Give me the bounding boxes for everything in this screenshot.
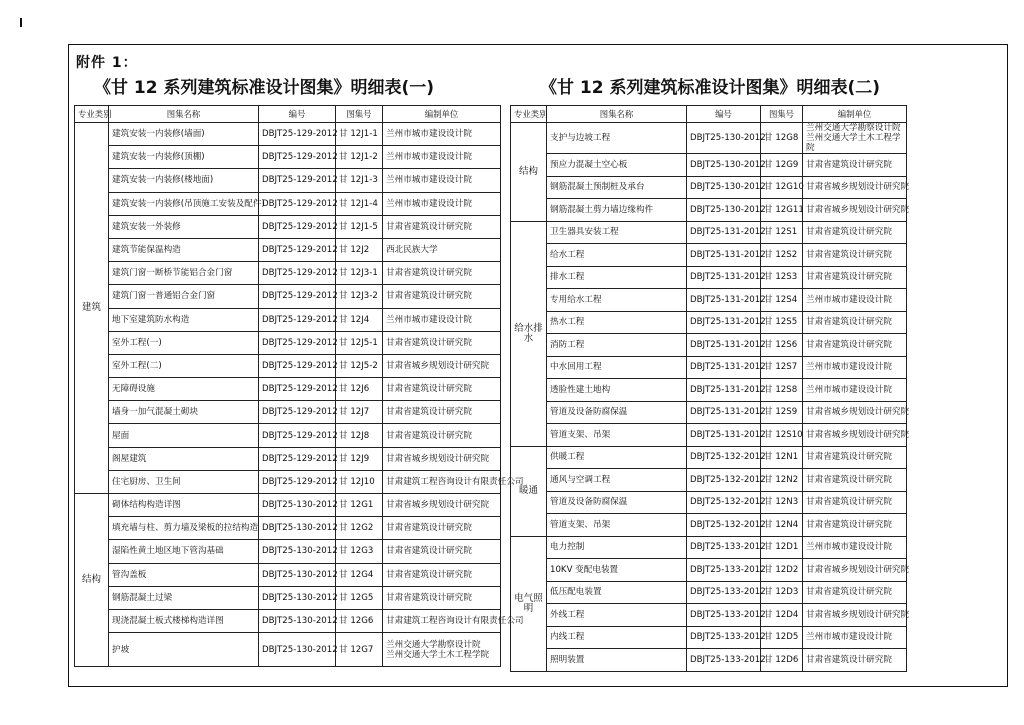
atlas-code-cell: 甘 12J5-1 [336,331,383,354]
number-cell: DBJT25-129-2012 [259,262,336,285]
header-compiler: 编制单位 [803,106,907,123]
atlas-code-cell: 甘 12D5 [761,626,803,649]
atlas-name-cell: 预应力混凝土空心板 [547,154,687,177]
number-cell: DBJT25-130-2012 [687,199,761,222]
header-category: 专业类别 [511,106,547,123]
atlas-code-cell: 甘 12J3-1 [336,262,383,285]
table-row [511,266,907,289]
number-cell: DBJT25-131-2012 [687,379,761,402]
scan-mark [20,18,22,27]
atlas-name-cell: 低压配电装置 [547,581,687,604]
atlas-name-cell: 现浇混凝土板式楼梯构造详图 [109,609,259,632]
category-cell: 建筑 [75,123,109,494]
table-row [75,470,501,493]
table-row [511,424,907,447]
number-cell: DBJT25-129-2012 [259,146,336,169]
atlas-name-cell: 无障碍设施 [109,378,259,401]
atlas-code-cell: 甘 12G3 [336,540,383,563]
atlas-name-cell: 管道支架、吊架 [547,424,687,447]
number-cell: DBJT25-129-2012 [259,424,336,447]
number-cell: DBJT25-129-2012 [259,285,336,308]
table-row [511,626,907,649]
compiler-cell: 甘肃省城乡规划设计研究院 [803,424,907,447]
table-row [511,469,907,492]
table-row [511,356,907,379]
atlas-code-cell: 甘 12G4 [336,563,383,586]
table-row [75,146,501,169]
header-atlas-name: 图集名称 [109,106,259,123]
table-row [75,517,501,540]
compiler-cell: 甘肃省城乡规划设计研究院 [803,559,907,582]
number-cell: DBJT25-132-2012 [687,491,761,514]
atlas-name-cell: 热水工程 [547,311,687,334]
atlas-code-cell: 甘 12N4 [761,514,803,537]
compiler-cell: 甘肃省城乡规划设计研究院 [803,604,907,627]
atlas-code-cell: 甘 12S9 [761,401,803,424]
atlas-code-cell: 甘 12S2 [761,244,803,267]
table-row [511,379,907,402]
table-row [511,311,907,334]
atlas-name-cell: 建筑安装一内装修(楼地面) [109,169,259,192]
compiler-cell: 甘肃省城乡规划设计研究院 [803,176,907,199]
compiler-line: 兰州交通大学勘察设计院 [386,639,481,650]
compiler-cell: 甘肃省建筑设计研究院 [383,586,501,609]
table-row [75,215,501,238]
number-cell: DBJT25-129-2012 [259,123,336,146]
compiler-cell: 甘肃省建筑设计研究院 [383,563,501,586]
number-cell: DBJT25-133-2012 [687,559,761,582]
number-cell: DBJT25-129-2012 [259,215,336,238]
number-cell: DBJT25-131-2012 [687,356,761,379]
header-category: 专业类别 [75,106,109,123]
number-cell: DBJT25-130-2012 [687,176,761,199]
number-cell: DBJT25-131-2012 [687,266,761,289]
table-row [511,401,907,424]
compiler-cell: 甘肃建筑工程咨询设计有限责任公司 [383,470,501,493]
atlas-name-cell: 电力控制 [547,536,687,559]
atlas-code-cell: 甘 12N1 [761,446,803,469]
compiler-cell: 甘肃省建筑设计研究院 [803,581,907,604]
atlas-name-cell: 建筑安装一内装修(顶棚) [109,146,259,169]
compiler-cell: 兰州市城市建设设计院 [383,169,501,192]
atlas-code-cell: 甘 12D1 [761,536,803,559]
category-cell: 给水排水 [511,221,547,446]
compiler-cell: 甘肃省建筑设计研究院 [803,244,907,267]
atlas-code-cell: 甘 12S5 [761,311,803,334]
atlas-code-cell: 甘 12D3 [761,581,803,604]
table-row [75,609,501,632]
compiler-cell: 兰州市城市建设设计院 [383,146,501,169]
atlas-name-cell: 阁屋建筑 [109,447,259,470]
atlas-name-cell: 砌体结构构造详图 [109,494,259,517]
table-row [511,123,907,154]
table-row [511,514,907,537]
compiler-cell: 甘肃省建筑设计研究院 [383,401,501,424]
table-row [511,199,907,222]
number-cell: DBJT25-133-2012 [687,626,761,649]
atlas-name-cell: 屋面 [109,424,259,447]
number-cell: DBJT25-129-2012 [259,238,336,261]
compiler-cell: 甘肃省建筑设计研究院 [383,378,501,401]
atlas-code-cell: 甘 12S10 [761,424,803,447]
compiler-cell: 甘肃省建筑设计研究院 [383,262,501,285]
number-cell: DBJT25-133-2012 [687,649,761,672]
atlas-name-cell: 通风与空调工程 [547,469,687,492]
table-row [75,308,501,331]
compiler-cell: 甘肃省建筑设计研究院 [803,221,907,244]
table-row [75,262,501,285]
compiler-cell: 甘肃省建筑设计研究院 [803,311,907,334]
atlas-name-cell: 供暖工程 [547,446,687,469]
atlas-code-cell: 甘 12J7 [336,401,383,424]
table-row [511,176,907,199]
atlas-name-cell: 建筑安装一内装修(吊顶施工安装及配件) [109,192,259,215]
table-row [511,154,907,177]
table-row [511,446,907,469]
table-row [75,563,501,586]
header-compiler: 编制单位 [383,106,501,123]
table-header-row [511,106,907,123]
number-cell: DBJT25-130-2012 [259,494,336,517]
category-cell: 暖通 [511,446,547,536]
compiler-cell [803,123,907,154]
table-row [75,354,501,377]
table-row [511,244,907,267]
table-row [511,221,907,244]
number-cell: DBJT25-131-2012 [687,244,761,267]
atlas-name-cell: 10KV 变配电装置 [547,559,687,582]
compiler-cell: 甘肃省建筑设计研究院 [803,154,907,177]
attachment-label: 附件 1： [76,55,138,71]
compiler-cell: 兰州市城市建设设计院 [803,626,907,649]
number-cell: DBJT25-132-2012 [687,514,761,537]
left-table-title: 《甘 12 系列建筑标准设计图集》明细表(一) [94,78,435,98]
atlas-code-cell: 甘 12N2 [761,469,803,492]
compiler-cell: 甘肃省建筑设计研究院 [383,517,501,540]
compiler-cell: 甘肃省建筑设计研究院 [383,540,501,563]
header-atlas-code: 图集号 [761,106,803,123]
atlas-code-cell: 甘 12G6 [336,609,383,632]
table-row [75,238,501,261]
number-cell: DBJT25-131-2012 [687,334,761,357]
compiler-cell: 甘肃省城乡规划设计研究院 [803,401,907,424]
number-cell: DBJT25-131-2012 [687,289,761,312]
compiler-line: 兰州交通大学勘察设计院 [806,123,901,133]
table-row [75,169,501,192]
atlas-name-cell: 卫生器具安装工程 [547,221,687,244]
atlas-code-cell: 甘 12J1-3 [336,169,383,192]
header-number: 编号 [259,106,336,123]
compiler-cell: 兰州市城市建设设计院 [383,123,501,146]
atlas-name-cell: 支护与边坡工程 [547,123,687,154]
category-cell: 结构 [75,494,109,667]
number-cell: DBJT25-131-2012 [687,424,761,447]
atlas-code-cell: 甘 12G8 [761,123,803,154]
atlas-code-cell: 甘 12J6 [336,378,383,401]
table-row [511,334,907,357]
number-cell: DBJT25-130-2012 [259,517,336,540]
table-row [75,540,501,563]
compiler-cell: 甘肃省建筑设计研究院 [803,469,907,492]
atlas-name-cell: 管道支架、吊架 [547,514,687,537]
atlas-code-cell: 甘 12D2 [761,559,803,582]
atlas-code-cell: 甘 12G9 [761,154,803,177]
atlas-name-cell: 消防工程 [547,334,687,357]
number-cell: DBJT25-129-2012 [259,378,336,401]
atlas-name-cell: 照明装置 [547,649,687,672]
atlas-code-cell: 甘 12J10 [336,470,383,493]
number-cell: DBJT25-129-2012 [259,354,336,377]
atlas-name-cell: 透脸性建土地构 [547,379,687,402]
compiler-cell: 甘肃省城乡规划设计研究院 [803,199,907,222]
number-cell: DBJT25-131-2012 [687,221,761,244]
table-row [75,401,501,424]
atlas-name-cell: 住宅厨房、卫生间 [109,470,259,493]
compiler-cell: 甘肃建筑工程咨询设计有限责任公司 [383,609,501,632]
table-row [75,285,501,308]
atlas-code-cell: 甘 12G2 [336,517,383,540]
number-cell: DBJT25-130-2012 [259,586,336,609]
atlas-code-cell: 甘 12J1-2 [336,146,383,169]
atlas-name-cell: 建筑节能保温构造 [109,238,259,261]
atlas-code-cell: 甘 12J8 [336,424,383,447]
number-cell: DBJT25-131-2012 [687,311,761,334]
number-cell: DBJT25-132-2012 [687,446,761,469]
table-row [75,586,501,609]
table-row [511,536,907,559]
atlas-name-cell: 管沟盖板 [109,563,259,586]
number-cell: DBJT25-130-2012 [687,123,761,154]
compiler-cell: 兰州市城市建设设计院 [803,536,907,559]
table-row [511,604,907,627]
atlas-code-cell: 甘 12D4 [761,604,803,627]
number-cell: DBJT25-129-2012 [259,447,336,470]
number-cell: DBJT25-133-2012 [687,536,761,559]
atlas-code-cell: 甘 12J2 [336,238,383,261]
number-cell: DBJT25-131-2012 [687,401,761,424]
table-row [75,192,501,215]
atlas-name-cell: 填充墙与柱、剪力墙及梁板的拉结构造 [109,517,259,540]
header-atlas-code: 图集号 [336,106,383,123]
table-row [511,559,907,582]
compiler-cell: 兰州市城市建设设计院 [803,289,907,312]
compiler-cell: 西北民族大学 [383,238,501,261]
number-cell: DBJT25-133-2012 [687,581,761,604]
atlas-name-cell: 湿陷性黄土地区地下管沟基础 [109,540,259,563]
compiler-cell: 兰州市城市建设设计院 [803,379,907,402]
atlas-name-cell: 建筑安装一外装修 [109,215,259,238]
compiler-cell: 甘肃省建筑设计研究院 [803,491,907,514]
table-row [75,494,501,517]
compiler-cell: 甘肃省建筑设计研究院 [803,649,907,672]
number-cell: DBJT25-129-2012 [259,169,336,192]
atlas-name-cell: 给水工程 [547,244,687,267]
compiler-cell [383,633,501,667]
atlas-code-cell: 甘 12J1-4 [336,192,383,215]
number-cell: DBJT25-130-2012 [259,609,336,632]
number-cell: DBJT25-132-2012 [687,469,761,492]
category-cell: 结构 [511,123,547,222]
compiler-cell: 甘肃省建筑设计研究院 [383,215,501,238]
atlas-name-cell: 室外工程(一) [109,331,259,354]
table-row [511,581,907,604]
table-row [75,331,501,354]
atlas-name-cell: 管道及设备防腐保温 [547,401,687,424]
table-row [75,633,501,667]
atlas-code-cell: 甘 12J9 [336,447,383,470]
table-row [75,424,501,447]
compiler-cell: 甘肃省建筑设计研究院 [803,266,907,289]
number-cell: DBJT25-129-2012 [259,470,336,493]
atlas-code-cell: 甘 12J1-1 [336,123,383,146]
table-row [75,447,501,470]
atlas-name-cell: 钢筋混凝土过梁 [109,586,259,609]
atlas-code-cell: 甘 12S8 [761,379,803,402]
compiler-cell: 兰州市城市建设设计院 [803,356,907,379]
header-number: 编号 [687,106,761,123]
header-atlas-name: 图集名称 [547,106,687,123]
number-cell: DBJT25-129-2012 [259,401,336,424]
atlas-code-cell: 甘 12J3-2 [336,285,383,308]
atlas-code-cell: 甘 12J4 [336,308,383,331]
number-cell: DBJT25-130-2012 [687,154,761,177]
compiler-cell: 甘肃省建筑设计研究院 [383,424,501,447]
compiler-cell: 甘肃省建筑设计研究院 [803,334,907,357]
table-header-row [75,106,501,123]
atlas-code-cell: 甘 12J5-2 [336,354,383,377]
detail-table-one [74,105,524,667]
table-row [511,649,907,672]
atlas-code-cell: 甘 12G1 [336,494,383,517]
number-cell: DBJT25-133-2012 [687,604,761,627]
atlas-code-cell: 甘 12G5 [336,586,383,609]
compiler-cell: 甘肃省建筑设计研究院 [803,446,907,469]
atlas-name-cell: 内线工程 [547,626,687,649]
atlas-code-cell: 甘 12S4 [761,289,803,312]
atlas-code-cell: 甘 12N3 [761,491,803,514]
number-cell: DBJT25-130-2012 [259,633,336,667]
atlas-code-cell: 甘 12S3 [761,266,803,289]
table-row [511,289,907,312]
table-row [511,491,907,514]
atlas-name-cell: 中水回用工程 [547,356,687,379]
atlas-code-cell: 甘 12G11 [761,199,803,222]
compiler-cell: 甘肃省城乡规划设计研究院 [383,354,501,377]
atlas-code-cell: 甘 12J1-5 [336,215,383,238]
atlas-code-cell: 甘 12G7 [336,633,383,667]
atlas-name-cell: 专用给水工程 [547,289,687,312]
table-row [75,378,501,401]
compiler-line: 兰州交通大学土木工程学院 [806,133,901,153]
detail-table-two [510,105,910,672]
number-cell: DBJT25-129-2012 [259,192,336,215]
compiler-cell: 甘肃省城乡规划设计研究院 [383,494,501,517]
compiler-cell: 甘肃省建筑设计研究院 [803,514,907,537]
compiler-cell: 甘肃省城乡规划设计研究院 [383,447,501,470]
atlas-name-cell: 建筑安装一内装修(墙面) [109,123,259,146]
atlas-code-cell: 甘 12S1 [761,221,803,244]
number-cell: DBJT25-129-2012 [259,331,336,354]
atlas-name-cell: 地下室建筑防水构造 [109,308,259,331]
atlas-name-cell: 管道及设备防腐保温 [547,491,687,514]
compiler-cell: 兰州市城市建设设计院 [383,192,501,215]
atlas-name-cell: 排水工程 [547,266,687,289]
atlas-name-cell: 建筑门窗一普通铝合金门窗 [109,285,259,308]
number-cell: DBJT25-129-2012 [259,308,336,331]
atlas-code-cell: 甘 12S6 [761,334,803,357]
compiler-cell: 兰州市城市建设设计院 [383,308,501,331]
atlas-name-cell: 墙身一加气混凝土砌块 [109,401,259,424]
atlas-code-cell: 甘 12S7 [761,356,803,379]
right-table-title: 《甘 12 系列建筑标准设计图集》明细表(二) [540,78,881,98]
atlas-name-cell: 护坡 [109,633,259,667]
atlas-name-cell: 外线工程 [547,604,687,627]
atlas-name-cell: 建筑门窗一断桥节能铝合金门窗 [109,262,259,285]
atlas-code-cell: 甘 12G10 [761,176,803,199]
number-cell: DBJT25-130-2012 [259,540,336,563]
atlas-name-cell: 钢筋混凝土剪力墙边缘构件 [547,199,687,222]
compiler-line: 兰州交通大学土木工程学院 [386,649,490,660]
category-cell: 电气照明 [511,536,547,671]
atlas-code-cell: 甘 12D6 [761,649,803,672]
number-cell: DBJT25-130-2012 [259,563,336,586]
atlas-name-cell: 室外工程(二) [109,354,259,377]
compiler-cell: 甘肃省建筑设计研究院 [383,331,501,354]
table-row [75,123,501,146]
compiler-cell: 甘肃省建筑设计研究院 [383,285,501,308]
atlas-name-cell: 钢筋混凝土预制桩及承台 [547,176,687,199]
